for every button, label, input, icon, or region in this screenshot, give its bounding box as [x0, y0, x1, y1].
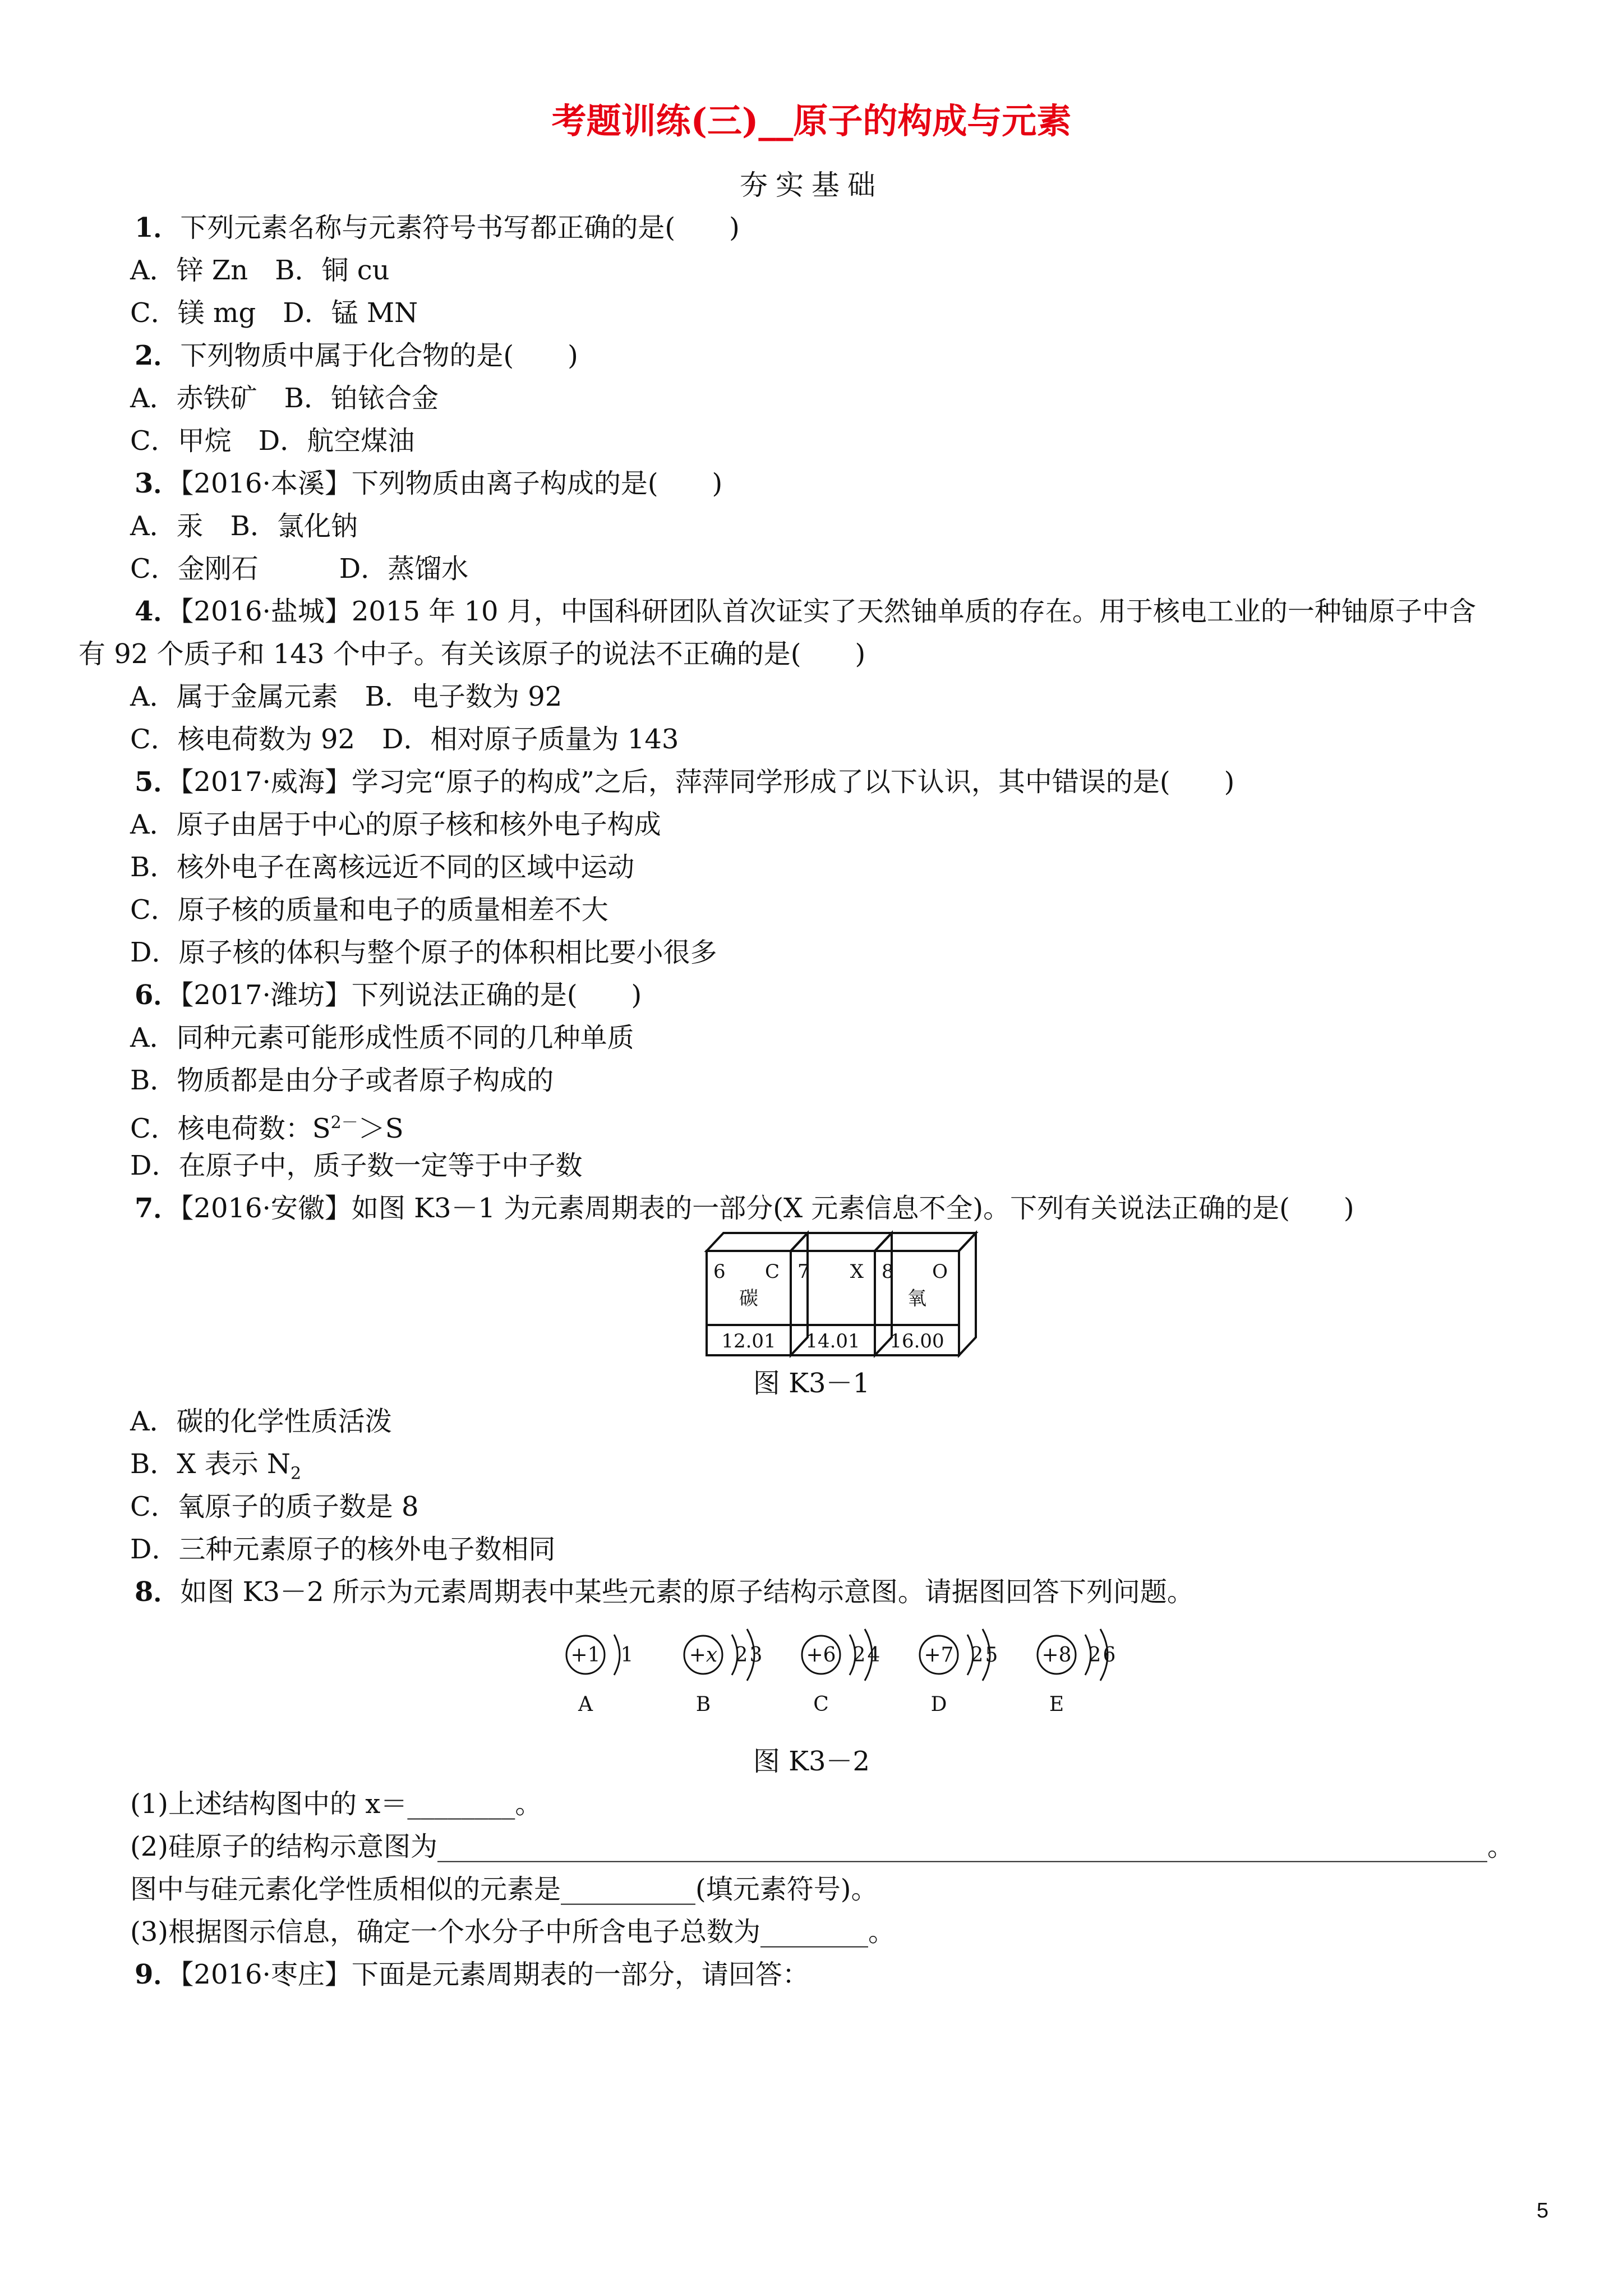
question-number: 2． [135, 340, 181, 371]
q7-option-b [130, 1447, 301, 1491]
atom-b-label: B [695, 1693, 711, 1716]
cell-o-symbol: O [932, 1260, 948, 1283]
option-text: C．核电荷数：S [130, 1113, 331, 1144]
atom-b-nucleus: +x [689, 1644, 718, 1667]
question-number: 3． [135, 468, 181, 499]
atom-d-shell-1: 2 [970, 1644, 984, 1667]
cell-x-mass: 14.01 [805, 1330, 860, 1352]
question-stem: 【2016·枣庄】下面是元素周期表的一部分，请回答： [180, 1959, 809, 1990]
q8-part-1: (1)上述结构图中的 x＝________。 [130, 1788, 542, 1820]
q5-option-b: B．核外电子在离核远近不同的区域中运动 [130, 852, 635, 883]
q8-part-3: (3)根据图示信息，确定一个水分子中所含电子总数为________。 [130, 1916, 895, 1948]
q1-options-ab: A．锌 Zn B．铜 cu [130, 255, 390, 286]
atom-c-shell-1: 2 [852, 1644, 866, 1667]
question-6 [135, 978, 642, 1012]
question-5 [135, 765, 1234, 799]
atom-c-label: C [813, 1693, 829, 1716]
cell-x-number: 7 [797, 1260, 810, 1283]
question-1 [135, 211, 740, 245]
page-number: 5 [1537, 2199, 1549, 2223]
question-number: 8． [135, 1576, 181, 1608]
question-number: 6． [135, 979, 181, 1011]
option-text: B．X 表示 N [130, 1448, 291, 1480]
atom-c-nucleus: +6 [806, 1644, 836, 1667]
question-number: 5． [135, 766, 181, 798]
atom-d-label: D [930, 1693, 947, 1716]
question-stem: 【2016·安徽】如图 K3－1 为元素周期表的一部分(X 元素信息不全)。下列有关说法正确的是( ) [180, 1193, 1354, 1224]
figure-2-caption: 图 K3－2 [753, 1746, 870, 1777]
question-stem: 如图 K3－2 所示为元素周期表中某些元素的原子结构示意图。请据图回答下列问题。 [180, 1576, 1194, 1608]
ion-charge: 2－ [330, 1113, 358, 1133]
q3-options-cd: C．金刚石 D．蒸馏水 [130, 553, 469, 585]
q3-options-ab: A．汞 B．氯化钠 [130, 510, 358, 542]
atom-structure-figure [550, 1621, 1166, 1722]
q7-option-a: A．碳的化学性质活泼 [130, 1406, 392, 1437]
atom-d-nucleus: +7 [924, 1644, 954, 1667]
q8-part-2-continued: 图中与硅元素化学性质相似的元素是__________(填元素符号)。 [130, 1874, 878, 1905]
q4-options-cd: C．核电荷数为 92 D．相对原子质量为 143 [130, 724, 679, 755]
option-text-end: ＞S [358, 1113, 404, 1144]
question-stem: 下列元素名称与元素符号书写都正确的是( ) [180, 212, 740, 243]
question-7 [135, 1191, 1354, 1225]
atom-e-shell-1: 2 [1088, 1644, 1101, 1667]
question-stem: 【2016·盐城】2015 年 10 月，中国科研团队首次证实了天然铀单质的存在。用于核电工业的一种铀原子中含 [180, 596, 1476, 627]
cell-c-symbol: C [764, 1260, 780, 1283]
q6-option-b: B．物质都是由分子或者原子构成的 [130, 1065, 554, 1096]
q1-options-cd: C．镁 mg D．锰 MN [130, 297, 418, 329]
atom-d-shell-2: 5 [985, 1644, 998, 1667]
q8-part-2: (2)硅原子的结构示意图为______________________________________________________________________________。 [130, 1831, 1514, 1862]
q2-options-cd: C．甲烷 D．航空煤油 [130, 425, 415, 457]
question-number: 4． [135, 596, 181, 627]
question-9 [135, 1958, 809, 1991]
figure-1-caption: 图 K3－1 [753, 1368, 870, 1399]
q5-option-c: C．原子核的质量和电子的质量相差不大 [130, 894, 608, 926]
section-heading: 夯实基础 [740, 169, 883, 201]
periodic-table-figure [695, 1228, 1004, 1363]
atom-c-shell-2: 4 [867, 1644, 880, 1667]
question-stem: 【2017·潍坊】下列说法正确的是( ) [180, 979, 642, 1011]
q5-option-a: A．原子由居于中心的原子核和核外电子构成 [130, 809, 661, 840]
atom-b-shell-2: 3 [749, 1644, 763, 1667]
atom-e-label: E [1049, 1693, 1064, 1716]
atom-a-label: A [578, 1693, 593, 1716]
atom-e-shell-2: 6 [1103, 1644, 1116, 1667]
cell-c-mass: 12.01 [721, 1330, 776, 1352]
q7-option-d: D．三种元素原子的核外电子数相同 [130, 1534, 556, 1565]
question-number: 7． [135, 1193, 181, 1224]
question-stem: 【2016·本溪】下列物质由离子构成的是( ) [180, 468, 723, 499]
question-number: 1． [135, 212, 181, 243]
q6-option-d: D．在原子中，质子数一定等于中子数 [130, 1150, 583, 1181]
q6-option-a: A．同种元素可能形成性质不同的几种单质 [130, 1022, 634, 1053]
cell-c-number: 6 [713, 1260, 726, 1283]
q2-options-ab: A．赤铁矿 B．铂铱合金 [130, 383, 439, 414]
q4-options-ab: A．属于金属元素 B．电子数为 92 [130, 681, 562, 712]
atom-e-nucleus: +8 [1041, 1644, 1072, 1667]
subscript: 2 [290, 1464, 302, 1484]
question-stem: 【2017·威海】学习完“原子的构成”之后，萍萍同学形成了以下认识，其中错误的是( ) [180, 766, 1235, 798]
atom-a-nucleus: +1 [570, 1644, 601, 1667]
question-stem: 下列物质中属于化合物的是( ) [180, 340, 578, 371]
question-3 [135, 467, 722, 500]
question-4-continued: 有 92 个质子和 143 个中子。有关该原子的说法不正确的是( ) [79, 638, 866, 670]
cell-o-name: 氧 [907, 1287, 926, 1310]
cell-o-number: 8 [882, 1260, 894, 1283]
question-4 [135, 595, 1476, 628]
question-number: 9． [135, 1959, 181, 1990]
cell-o-mass: 16.00 [889, 1330, 944, 1352]
cell-x-symbol: X [850, 1260, 864, 1283]
page-title: 考题训练(三)__原子的构成与元素 [551, 100, 1072, 141]
q7-option-c: C．氧原子的质子数是 8 [130, 1491, 419, 1522]
atom-a-shell-1: 1 [620, 1644, 634, 1667]
question-2 [135, 339, 578, 372]
cell-c-name: 碳 [739, 1287, 758, 1310]
atom-b-shell-1: 2 [735, 1644, 748, 1667]
question-8 [135, 1575, 1194, 1609]
q5-option-d: D．原子核的体积与整个原子的体积相比要小很多 [130, 937, 717, 968]
q6-option-c [130, 1106, 404, 1145]
